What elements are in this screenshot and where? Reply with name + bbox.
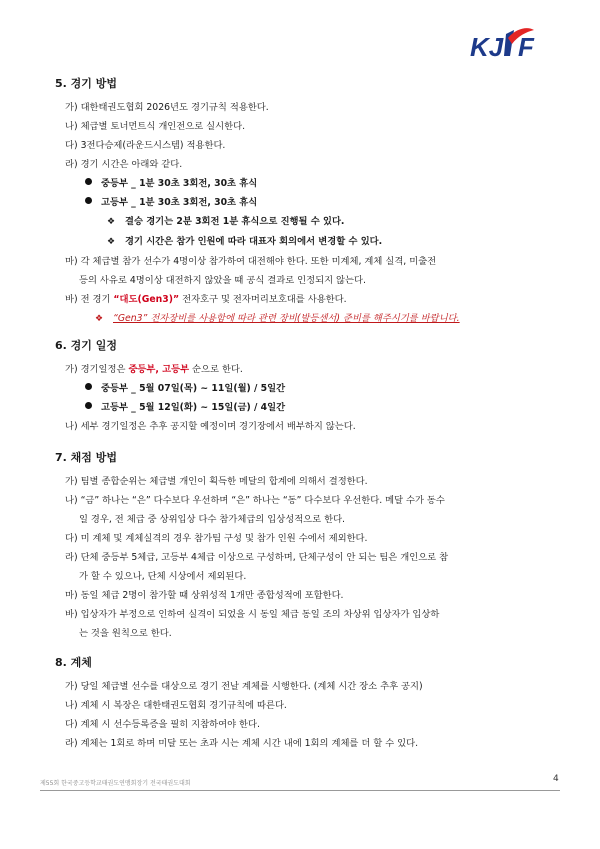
- bullet-icon: [85, 197, 92, 204]
- item-ra-line2: 가 할 수 있으나, 단체 시상에서 제외된다.: [79, 571, 247, 582]
- item-na: 나) 세부 경기일정은 추후 공지할 예정이며 경기장에서 배부하지 않는다.: [65, 421, 356, 432]
- item-da: 다) 3전다승제(라운드시스템) 적용한다.: [65, 140, 226, 151]
- item-ra: 라) 계체는 1회로 하며 미달 또는 초과 시는 계체 시간 내에 1회의 계체를 더 할 수 있다.: [65, 738, 419, 749]
- section-game-method: [55, 76, 560, 329]
- item-ba-line1: 바) 입상자가 부정으로 인하여 실격이 되었을 시 동일 체급 동일 조의 차상위 입상자가 입상하: [65, 609, 440, 620]
- bullet-icon: [85, 402, 92, 409]
- item-na-line1: 나) “금” 하나는 “은” 다수보다 우선하며 “은” 하나는 “동” 다수보다 우선한다. 메달 수가 동수: [65, 495, 445, 506]
- diamond-icon: ❖: [107, 217, 116, 227]
- item-na-line2: 일 경우, 전 체급 중 상위입상 다수 참가체급의 입상성적으로 한다.: [79, 514, 346, 525]
- bullet-high-school: 고등부 _ 1분 30초 3회전, 30초 휴식: [55, 193, 560, 212]
- item-da: 다) 미 계체 및 계체실격의 경우 참가팀 구성 및 참가 인원 수에서 제외한다.: [65, 533, 368, 544]
- page-number: 4: [553, 774, 559, 784]
- bullet-middle-school: 중등부 _ 1분 30초 3회전, 30초 휴식: [55, 174, 560, 193]
- equipment-note: ❖ “Gen3” 전자장비를 사용함에 따라 관련 장비(발등센서) 준비를 해주시기를 바랍니다.: [55, 309, 560, 329]
- diamond-icon: ❖: [95, 314, 104, 324]
- section-weigh-in: [55, 655, 560, 753]
- item-da: 다) 계체 시 선수등록증을 필히 지참하여야 한다.: [65, 719, 260, 730]
- item-ga: 가) 팀별 종합순위는 체급별 개인이 획득한 메달의 합계에 의해서 결정한다.: [65, 476, 368, 487]
- sub-note-time: ❖ 경기 시간은 참가 인원에 따라 대표자 회의에서 변경할 수 있다.: [55, 232, 560, 252]
- item-ga: 가) 당일 체급별 선수를 대상으로 경기 전날 계체를 시행한다. (계체 시간 장소 추후 공지): [65, 681, 423, 692]
- section-scoring: [55, 450, 560, 643]
- item-ga: 가) 대한태권도협회 2026년도 경기규칙 적용한다.: [65, 102, 269, 113]
- svg-text:KJ: KJ: [470, 32, 504, 62]
- diamond-icon: ❖: [107, 237, 116, 247]
- item-na: 나) 체급별 토너먼트식 개인전으로 실시한다.: [65, 121, 246, 132]
- svg-text:F: F: [518, 32, 534, 62]
- item-na: 나) 계체 시 복장은 대한태권도협회 경기규칙에 따른다.: [65, 700, 287, 711]
- item-ba-line2: 는 것을 원칙으로 한다.: [79, 628, 172, 639]
- item-ma-line1: 마) 각 체급별 참가 선수가 4명이상 참가하여 대전해야 한다. 또한 미계체, 계체 실격, 미출전: [65, 256, 437, 267]
- section-title: 7. 채점 방법: [55, 451, 117, 464]
- section-title: 8. 계체: [55, 656, 92, 669]
- item-ga: 가) 경기일정은 중등부, 고등부 순으로 한다.: [65, 364, 243, 375]
- bullet-icon: [85, 383, 92, 390]
- sub-note-final: ❖ 결승 경기는 2분 3회전 1분 휴식으로 진행될 수 있다.: [55, 212, 560, 232]
- item-ma: 마) 동일 체급 2명이 참가할 때 상위성적 1개만 종합성적에 포함한다.: [65, 590, 344, 601]
- item-ra-line1: 라) 단체 중등부 5체급, 고등부 4체급 이상으로 구성하며, 단체구성이 안 되는 팀은 개인으로 참: [65, 552, 449, 563]
- kjtf-logo: [468, 26, 544, 62]
- kjtf-logo-icon: [468, 26, 544, 62]
- bullet-icon: [85, 178, 92, 185]
- bullet-middle-school: 중등부 _ 5월 07일(목) ~ 11일(월) / 5일간: [55, 379, 560, 398]
- item-ma-line2: 등의 사유로 4명이상 대전하지 않았을 때 공식 결과로 인정되지 않는다.: [79, 275, 366, 286]
- bullet-high-school: 고등부 _ 5월 12일(화) ~ 15일(금) / 4일간: [55, 398, 560, 417]
- item-ba: 바) 전 경기 “대도(Gen3)” 전자호구 및 전자머리보호대를 사용한다.: [65, 294, 347, 305]
- footer-event-name: 제55회 한국중고등학교태권도연맹회장기 전국태권도대회: [40, 780, 191, 787]
- section-schedule: [55, 338, 560, 436]
- section-title: 6. 경기 일정: [55, 339, 117, 352]
- item-ra: 라) 경기 시간은 아래와 같다.: [65, 159, 183, 170]
- footer-divider: [40, 790, 560, 791]
- section-title: 5. 경기 방법: [55, 77, 117, 90]
